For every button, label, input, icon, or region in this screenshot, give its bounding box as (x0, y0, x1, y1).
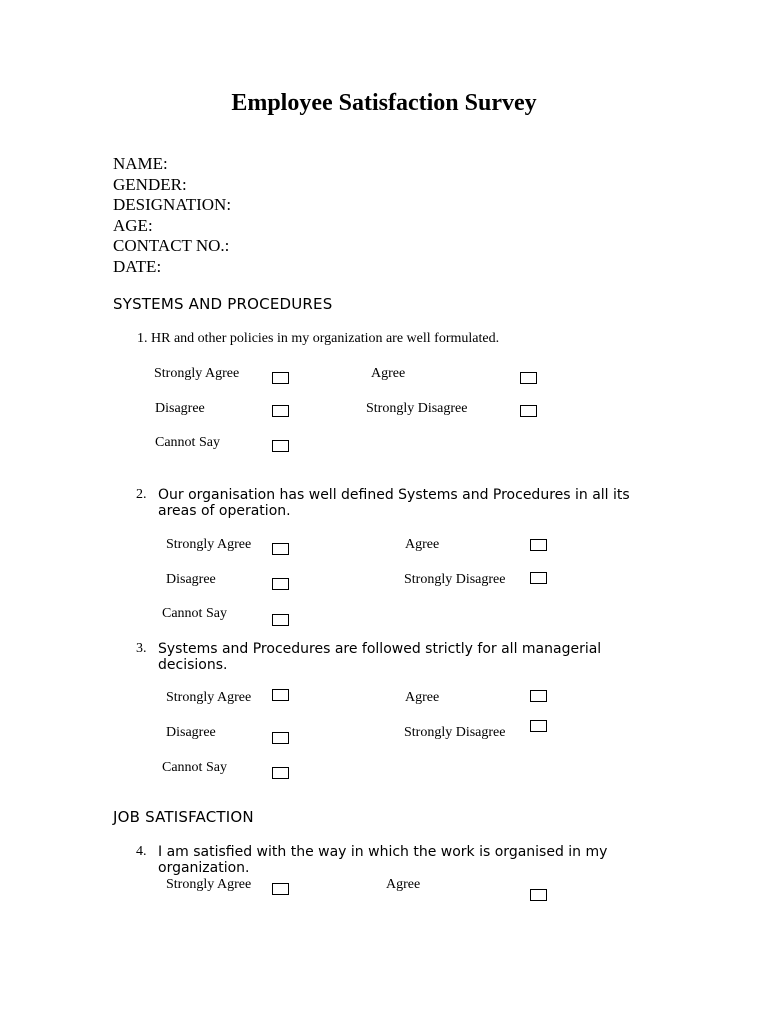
question-4-number: 4. (136, 844, 147, 859)
q1-cannot-say-label: Cannot Say (155, 435, 220, 450)
question-2-text-line2: areas of operation. (158, 503, 291, 519)
q3-cannot-say-label: Cannot Say (162, 760, 227, 775)
q1-disagree-checkbox[interactable] (272, 405, 289, 417)
q2-strongly-disagree-label: Strongly Disagree (404, 572, 506, 587)
contact-label: CONTACT NO.: (113, 236, 230, 255)
page-title: Employee Satisfaction Survey (231, 90, 537, 116)
date-label: DATE: (113, 257, 162, 276)
q1-disagree-label: Disagree (155, 401, 205, 416)
question-4-text-line1: I am satisfied with the way in which the work is organised in my (158, 844, 608, 860)
designation-label: DESIGNATION: (113, 195, 232, 214)
q1-strongly-disagree-label: Strongly Disagree (366, 401, 468, 416)
q3-agree-checkbox[interactable] (530, 690, 547, 702)
q1-agree-checkbox[interactable] (520, 372, 537, 384)
q2-disagree-label: Disagree (166, 572, 216, 587)
q2-agree-label: Agree (405, 537, 440, 552)
q2-cannot-say-label: Cannot Say (162, 606, 227, 621)
q3-cannot-say-checkbox[interactable] (272, 767, 289, 779)
question-1-number: 1. (137, 331, 148, 346)
q2-agree-checkbox[interactable] (530, 539, 547, 551)
q4-agree-label: Agree (386, 877, 421, 892)
q1-strongly-disagree-checkbox[interactable] (520, 405, 537, 417)
q3-agree-label: Agree (405, 690, 440, 705)
question-2-number: 2. (136, 487, 147, 502)
q3-strongly-disagree-label: Strongly Disagree (404, 725, 506, 740)
question-1-text: HR and other policies in my organization are well formulated. (151, 331, 500, 346)
q4-strongly-agree-checkbox[interactable] (272, 883, 289, 895)
age-label: AGE: (113, 216, 153, 235)
name-label: NAME: (113, 154, 168, 173)
q2-strongly-agree-label: Strongly Agree (166, 537, 252, 552)
q2-disagree-checkbox[interactable] (272, 578, 289, 590)
q2-cannot-say-checkbox[interactable] (272, 614, 289, 626)
q1-agree-label: Agree (371, 366, 406, 381)
gender-label: GENDER: (113, 175, 187, 194)
q3-strongly-disagree-checkbox[interactable] (530, 720, 547, 732)
q1-strongly-agree-label: Strongly Agree (154, 366, 240, 381)
q1-strongly-agree-checkbox[interactable] (272, 372, 289, 384)
question-3-number: 3. (136, 641, 147, 656)
q4-agree-checkbox[interactable] (530, 889, 547, 901)
question-2-text-line1: Our organisation has well defined Systems and Procedures in all its (158, 487, 630, 503)
q3-strongly-agree-label: Strongly Agree (166, 690, 252, 705)
question-3-text-line1: Systems and Procedures are followed strictly for all managerial (158, 641, 602, 657)
q4-strongly-agree-label: Strongly Agree (166, 877, 252, 892)
question-4-text-line2: organization. (158, 860, 250, 876)
q2-strongly-agree-checkbox[interactable] (272, 543, 289, 555)
q2-strongly-disagree-checkbox[interactable] (530, 572, 547, 584)
q3-disagree-label: Disagree (166, 725, 216, 740)
q3-strongly-agree-checkbox[interactable] (272, 689, 289, 701)
question-3-text-line2: decisions. (158, 657, 228, 673)
q1-cannot-say-checkbox[interactable] (272, 440, 289, 452)
section-heading-systems: SYSTEMS AND PROCEDURES (113, 295, 333, 313)
section-heading-job: JOB SATISFACTION (113, 808, 254, 826)
q3-disagree-checkbox[interactable] (272, 732, 289, 744)
